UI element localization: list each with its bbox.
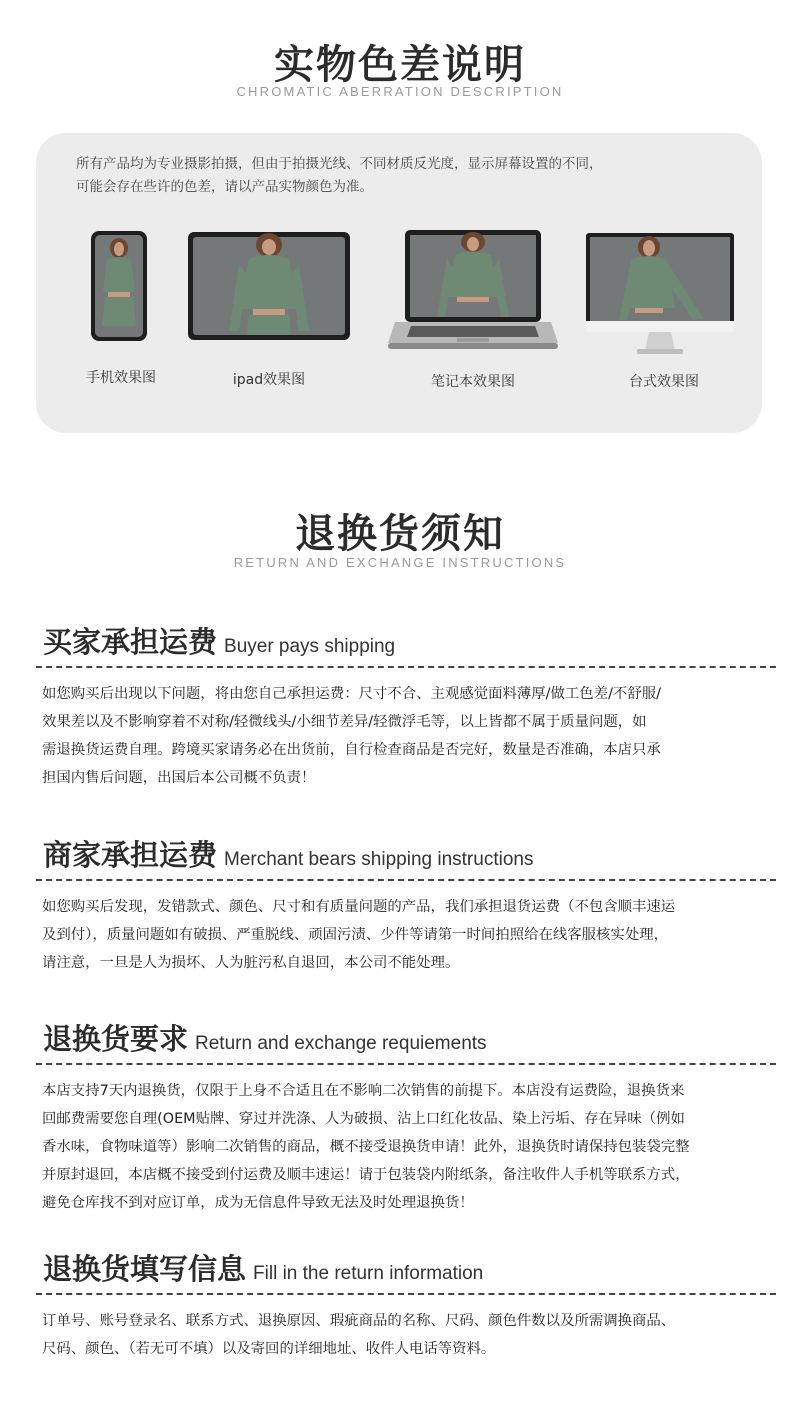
chromatic-subtitle: CHROMATIC ABERRATION DESCRIPTION [236, 84, 564, 99]
phone-effect-label: 手机效果图 [86, 370, 156, 386]
return-requirements-line-5: 避免仓库找不到对应订单，成为无信息件导致无法及时处理退换货！ [42, 1195, 474, 1211]
return-requirements-title-cn: 退换货要求 [43, 1022, 189, 1056]
chromatic-title: 实物色差说明 [274, 42, 526, 88]
merchant-pays-heading [43, 833, 533, 874]
tablet-mockup-image [187, 231, 351, 341]
desktop-mockup-image [585, 232, 735, 356]
return-info-body [42, 1307, 778, 1363]
return-info-line-2: 尺码、颜色、（若无可不填）以及寄回的详细地址、收件人电话等资料。 [42, 1341, 496, 1357]
buyer-pays-line-4: 担国内售后问题，出国后本公司概不负责！ [42, 770, 316, 786]
return-requirements-title-en: Return and exchange requiements [195, 1033, 487, 1054]
return-requirements-line-4: 并原封退回，本店概不接受到付运费及顺丰速运！请于包装袋内附纸条，备注收件人手机等联系方式， [42, 1167, 690, 1183]
desktop-effect-label: 台式效果图 [629, 374, 699, 390]
returns-subtitle: RETURN AND EXCHANGE INSTRUCTIONS [233, 555, 567, 570]
return-info-title-cn: 退换货填写信息 [43, 1252, 247, 1286]
laptop-effect-label: 笔记本效果图 [431, 374, 515, 390]
buyer-pays-title-en: Buyer pays shipping [224, 636, 396, 657]
merchant-pays-title-en: Merchant bears shipping instructions [224, 849, 534, 870]
return-info-line-1: 订单号、账号登录名、联系方式、退换原因、瑕疵商品的名称、尺码、颜色件数以及所需调换商品、 [42, 1313, 676, 1329]
return-requirements-line-3: 香水味，食物味道等）影响二次销售的商品，概不接受退换货申请！此外，退换货时请保持包装袋完整 [42, 1139, 690, 1155]
chromatic-card [36, 133, 762, 433]
buyer-pays-line-1: 如您购买后出现以下问题，将由您自己承担运费：尺寸不合、主观感觉面料薄厚/做工色差/不舒服/ [42, 686, 661, 702]
returns-title: 退换货须知 [295, 511, 505, 557]
buyer-pays-line-3: 需退换货运费自理。跨境买家请务必在出货前，自行检查商品是否完好，数量是否准确，本店只承 [42, 742, 661, 758]
return-requirements-line-2: 回邮费需要您自理(OEM贴牌、穿过并洗涤、人为破损、沾上口红化妆品、染上污垢、存在异味（例如 [42, 1111, 685, 1127]
merchant-pays-line-2: 及到付），质量问题如有破损、严重脱线、顽固污渍、少件等请第一时间拍照给在线客服核实处理， [42, 927, 668, 943]
merchant-pays-body [42, 893, 778, 977]
merchant-pays-divider [36, 879, 776, 881]
merchant-pays-line-3: 请注意，一旦是人为损坏、人为脏污私自退回，本公司不能处理。 [42, 955, 460, 971]
return-requirements-heading [43, 1017, 487, 1058]
buyer-pays-title-cn: 买家承担运费 [43, 625, 218, 659]
return-requirements-body [42, 1077, 778, 1217]
buyer-pays-line-2: 效果差以及不影响穿着不对称/轻微线头/小细节差异/轻微浮毛等，以上皆都不属于质量问题，如 [42, 714, 647, 730]
return-info-title-en: Fill in the return information [253, 1263, 484, 1284]
merchant-pays-line-1: 如您购买后发现，发错款式、颜色、尺寸和有质量问题的产品，我们承担退货运费（不包含顺丰速运 [42, 899, 676, 915]
chromatic-description-line-2: 可能会存在些许的色差，请以产品实物颜色为准。 [76, 179, 373, 195]
return-info-divider [36, 1293, 776, 1295]
buyer-pays-divider [36, 666, 776, 668]
buyer-pays-heading [43, 620, 395, 661]
return-requirements-divider [36, 1063, 776, 1065]
laptop-mockup-image [387, 229, 559, 353]
buyer-pays-body [42, 680, 778, 792]
return-requirements-line-1: 本店支持7天内退换货，仅限于上身不合适且在不影响二次销售的前提下。本店没有运费险，退换货来 [42, 1083, 685, 1099]
tablet-effect-label: ipad效果图 [232, 372, 306, 388]
chromatic-description-line-1: 所有产品均为专业摄影拍摄，但由于拍摄光线、不同材质反光度，显示屏幕设置的不同， [76, 156, 603, 172]
merchant-pays-title-cn: 商家承担运费 [43, 838, 218, 872]
chromatic-description [76, 153, 736, 199]
return-info-heading [43, 1247, 483, 1288]
phone-mockup-image [90, 230, 148, 342]
